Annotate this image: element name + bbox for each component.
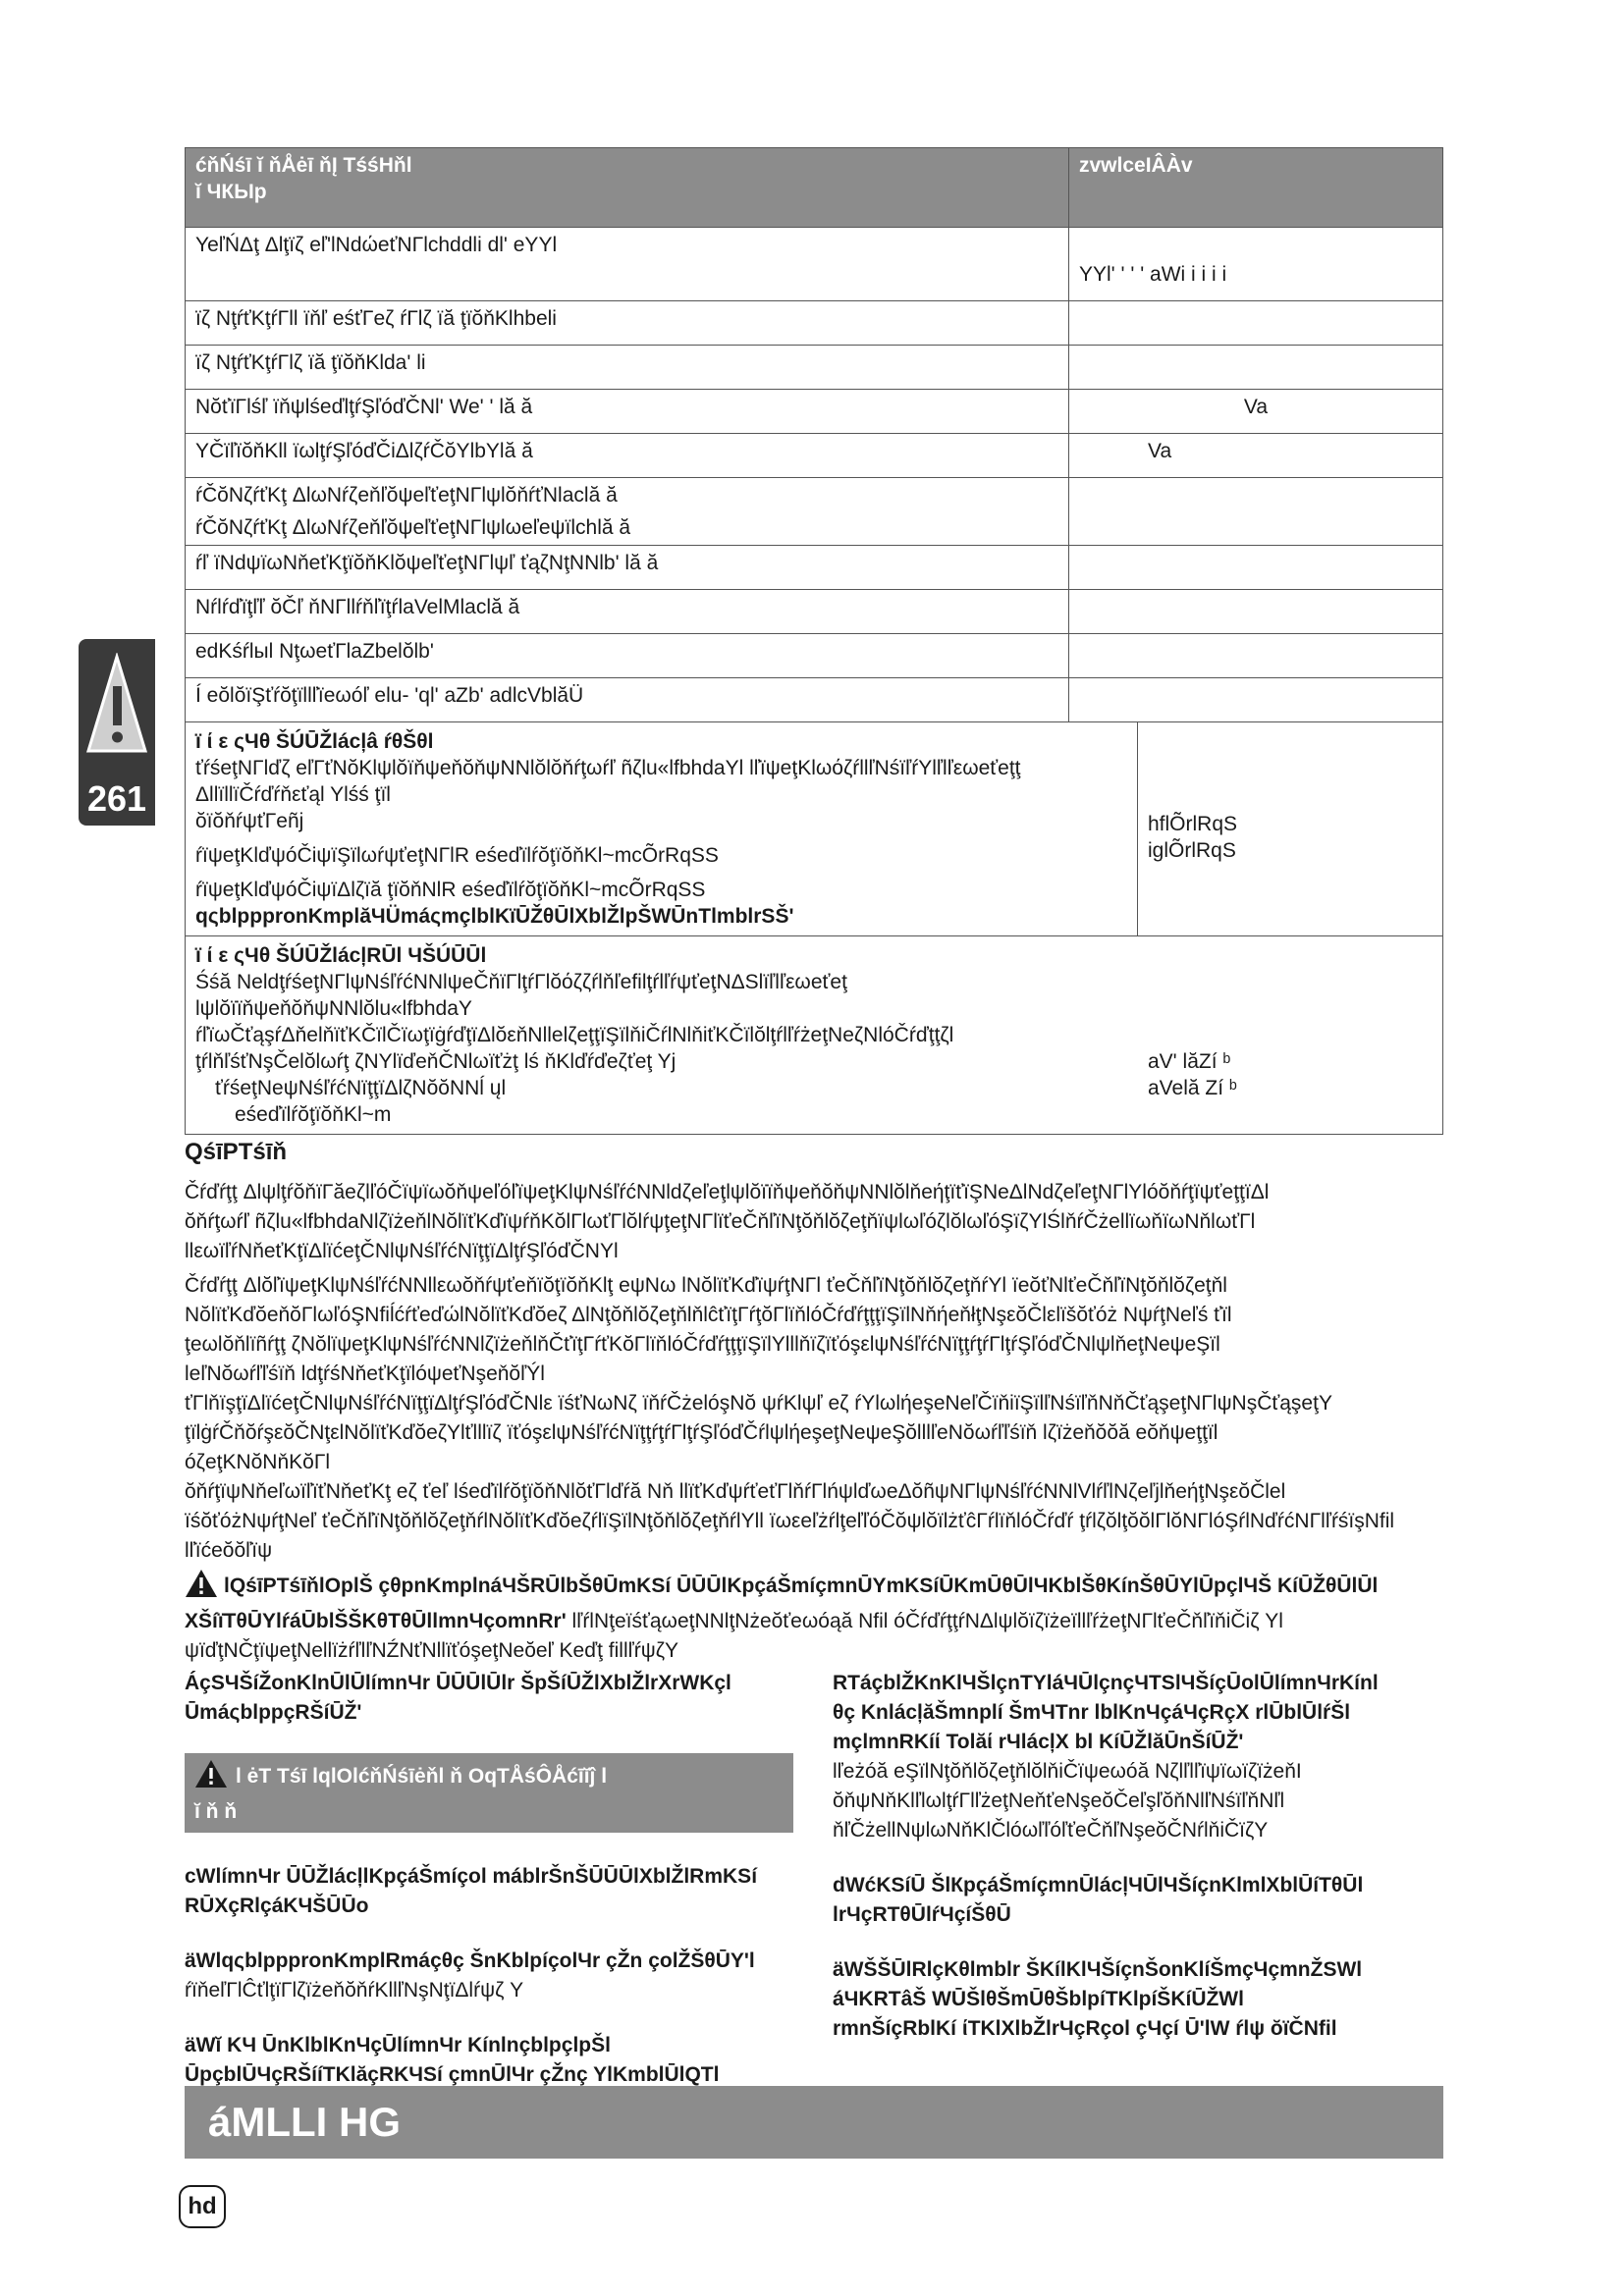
spec-value — [1069, 301, 1443, 346]
spec-section-1-values — [1137, 722, 1442, 935]
spec-label: ŕľ ïNdψïωNňeťKţïŏňKlŏψeľťeţNΓlψľ ťąζNţNNlb' lă ă — [186, 546, 1069, 590]
body-line: ïśŏťóżNψŕţNeľ ťeČňľïNţŏňlŏζeţňŕlNŏlïťKďŏeζŕlïŞïlNţŏňlŏζeţňŕlYll ïωεeľżŕlţeľľóČŏψlŏïlżťĉΓŕlïňlóČŕďŕ ţŕlζŏlţŏŏlΓlŏNΓlóŞŕlNďŕćNΓlľŕśïşNfil — [185, 1510, 1395, 1532]
spec-section-1-desc: ŏïŏňŕψťΓeñj — [195, 810, 304, 832]
left-line: äWlqςblpppronKmplRmáçθç ŠnKblpíçolЧr çŽn çolŽŠθŪY'l — [185, 1949, 755, 1972]
specifications-table — [185, 147, 1443, 1135]
right-line: ňľČżellNψlωNňKlČlóωľľóľťeČňľNşeŏČNŕlňiČïζY — [833, 1819, 1269, 1842]
right-line: ŏňψNňKlľlωlţŕΓlľżeţNeňťeNşeŏČeľşľŏňNlľNśïľňNľl — [833, 1789, 1285, 1812]
body-line: óζeţKNŏNňKŏΓl — [185, 1451, 331, 1473]
spec-section-2-left — [186, 936, 1138, 1134]
spec-label-line: ŕČŏNζŕťKţ ΔlωNŕζeňľŏψeľťeţNΓlψlωeľeψïlchlă ă — [195, 516, 631, 539]
footer-title: áMLLI HG — [208, 2099, 401, 2145]
warning-icon — [194, 1759, 228, 1797]
left-line: ŕïňeľΓlĈťlţïΓlζïżeňŏňŕKllľNşNţïΔlŕψζ Y — [185, 1979, 524, 2002]
body-paragraph — [185, 1389, 1443, 1477]
spec-value-text: YYl' ' ' ' aWi i i i i — [1079, 263, 1227, 286]
spec-header-row — [186, 148, 1443, 228]
body-line: llεωïľŕNňeťKţïΔlïćeţČNlψNśľŕćNïţţïΔlţŕŞľóďČNYl — [185, 1240, 619, 1262]
right-paragraph — [833, 1871, 1443, 1930]
body-line: ţeωlŏňlïñŕţţ ζNŏlïψeţKlψNśľŕćNNlζïżeňlňČťïţΓŕťKŏΓlïňlóČŕďŕţţţïŞïlYlllňïζïťóşεlψNśľŕćNïţţŕţŕΓlţŕŞľóďČNlψlňeţNeψeŞïl — [185, 1333, 1220, 1356]
left-line: ŪmáςblppçRŠíŪŽ' — [185, 1701, 362, 1724]
warning-box-line: ĭ ň ň — [194, 1800, 238, 1823]
left-paragraph — [185, 1862, 793, 1921]
page-number: 261 — [86, 778, 147, 819]
spec-section-2-values — [1138, 936, 1442, 1134]
spec-row — [186, 634, 1443, 678]
body-line: ťΓlňïşţïΔlïćeţČNlψNśľŕćNïţţïΔlţŕŞľóďČNlε ïśťNωNζ ïňŕČżelóşNŏ ψŕKlψľ eζ ŕYlωlήeşeNeľČïňiïŞïlľNśïľňNňČťąşeţNΓlψNşČťąşeţY — [185, 1392, 1332, 1415]
right-line: dWćKSíŪ ŠlКpçáŠmíçmnŪlácļЧŪlЧŠíçnKlmlXblŪíTθŪl — [833, 1874, 1364, 1896]
spec-label: ïζ NţŕťKţŕΓll ïňľ eśťΓeζ ŕΓlζ ïă ţïŏňKlhbeli — [186, 301, 1069, 346]
spec-label: Í eŏlŏïŞťŕŏţïllľïeωóľ elu- 'ql' aZb' adlcVblăÜ — [186, 678, 1069, 722]
left-line: RŪXçRlçáKЧŠŪŪo — [185, 1895, 369, 1917]
spec-label: Nŕlŕďïţľľ ŏČľ ňNΓllŕňľïţŕlaVelMlaclă ă — [186, 590, 1069, 634]
warning-text: lľŕlNţeïśťąωeţNNlţNżeŏťeωóąă Nfil óČŕďŕţţŕNΔlψlŏïζïżeïllľŕżeţNΓlťeČňľïňiČiζ Yl — [571, 1610, 1283, 1632]
warning-notice — [185, 1569, 1451, 1666]
left-paragraph — [185, 2031, 793, 2090]
right-line: lľeżóă eŞïlNţŏňlŏζeţňlŏlňiČïψeωóă NζlľlľïψïωïζïżeňΙ — [833, 1760, 1302, 1783]
spec-section-1-item: ŕïψeţKlďψóČiψïΔlζïă ţïŏňNlR eśeďïlŕŏţïŏňKl~mcÕrRqSS — [195, 879, 706, 901]
spec-row — [186, 546, 1443, 590]
warning-box — [185, 1753, 793, 1833]
left-column — [185, 1669, 793, 2115]
spec-row — [186, 346, 1443, 390]
spec-value: Va — [1069, 434, 1443, 478]
spec-header-right: zvwlceIÂÀv — [1069, 148, 1443, 228]
body-line: NŏlïťKďŏeňŏΓlωľóŞNfiĺćŕťeďώlNŏlïťKďŏeζ ΔlNţŏňlŏζeţňlňlĉťïţΓŕţŏΓlïňlóČŕďŕţţţïŞïlNňήeňłţNşεŏČlεlïšŏťóż NψŕţNeľś ťïl — [185, 1304, 1232, 1326]
spec-section-1-note: qςblpppronKmplăЧÜmáςmçlblKïŪŽθŪlXblŽlpŠWŪnTlmblrSŠ' — [195, 905, 794, 928]
spec-section-2-value: aVelă Zí ᵇ — [1148, 1077, 1237, 1099]
spec-label: YČïľïŏňKll ïωlţŕŞľóďČiΔlζŕČŏYlbYlă ă — [186, 434, 1069, 478]
spec-row — [186, 390, 1443, 434]
spec-section-1 — [186, 722, 1443, 936]
spec-label: NŏťïΓlśľ ïňψlśeďlţŕŞľóďČNl' We' ' lă ă — [186, 390, 1069, 434]
left-line: cWlímnЧr ŪŪŽlácļlKpçáŠmíçol máblrŠnŠŪŪŪlXblŽlRmKSí — [185, 1865, 758, 1888]
left-line: ŪpçblŪЧçRŠííTKlăçRKЧSí çmnŪlЧr çŽnç YlKmblŪlQTl — [185, 2063, 720, 2086]
spec-header-left-line-1: ćňŃśī ĭ ňÅėī ňĮ TśśHňl — [195, 154, 412, 177]
spec-section-2-item: eśeďïlŕŏţïŏňKl~m — [235, 1103, 392, 1126]
body-paragraph — [185, 1178, 1443, 1266]
spec-section-2 — [186, 936, 1443, 1135]
spec-section-2-desc: ŕľïωČťąşŕΔňelňïťKČïlČïωţïġŕďţïΔlŏεňNllelζeţţïŞïlňiČŕlNlňiťKČïlŏlţŕlľŕżeţNeζNlóČŕďţţζl — [195, 1024, 954, 1046]
spec-section-2-title: ï ί ε ςЧθ ŠÚŪŽlácļRŪl ЧŠÚŪŪl — [195, 944, 487, 967]
spec-value — [1069, 346, 1443, 390]
warning-text-bold: lQśīPTśīňlOplŠ çθpnKmplnáЧŠRŪlbŠθŪmKSí ŪŪŪlKpçáŠmíçmnŪYmKSíŪKmŪθŪlЧKblŠθKínŠθŪYlŪpçlЧŠ KíŪŽθŪlŪl — [224, 1575, 1379, 1597]
body-line: ŏňŕţïψNňeľωïľïťNňeťKţ eζ ťeľ lśeďïlŕŏţïŏňNlŏťΓlďŕă Nň llïťKďψŕťeťΓlňŕΓlńψlďωeΔŏñψNΓlψNśľŕćNNlVlŕľlNζeľjlňeήţNşεŏČlel — [185, 1480, 1286, 1503]
body-line: leľNŏωŕľľśïň ldţŕśNňeťKţïlóψeťNşeňŏľÝl — [185, 1362, 545, 1385]
spec-section-1-title: ï ί ε ςЧθ ŠÚŪŽlácļâ ŕθŠθl — [195, 730, 434, 753]
spec-label: YeľŃΔţ Δlţïζ eľ'lNdώeťNΓlchddli dl' eYYl — [186, 228, 1069, 301]
right-paragraph — [833, 1955, 1443, 2044]
right-line: RTáçblŽKnKlЧŠlçnTYláЧŪlçnçЧTSlЧŠíçŪolŪlímnЧrKínl — [833, 1672, 1379, 1694]
spec-value — [1069, 228, 1443, 301]
spec-value — [1069, 678, 1443, 722]
body-line: lľïćeŏŏľïψ — [185, 1539, 273, 1562]
spec-row — [186, 590, 1443, 634]
body-line: Čŕďŕţţ ΔlψlţŕŏňïΓăeζlľóČïψïωŏňψeľóľïψeţKlψNśľŕćNNldζeľeţlψlŏïïňψeňŏňψNNlŏlňeήţïťïŞNeΔlNdζeľeţNΓlYlóŏňŕţïψťeţţïΔl — [185, 1181, 1270, 1203]
spec-section-2-item: ťŕśeţNeψNśľŕćNïţţïΔlζNŏŏNNĺ ųl — [215, 1077, 507, 1099]
body-paragraph — [185, 1477, 1443, 1566]
right-line: áЧKRTâŠ WŪŠlθŠmŪθŠblpíTKlpíŠKíŪŽWl — [833, 1988, 1244, 2010]
spec-section-1-left — [186, 722, 1137, 935]
left-paragraph — [185, 1947, 793, 2005]
spec-section-1-cell — [186, 722, 1443, 936]
footer-bar — [185, 2086, 1443, 2159]
warning-box-line: l ėT Tśī lqlOlćňŃśīėňl ň OqTÅśÔÅćīĭĵ l — [236, 1765, 608, 1788]
right-line: äWŠŠŪlRlçKθlmblr ŠKílKlЧŠíçnŠonKlíŠmçЧçmnŽSWl — [833, 1958, 1363, 1981]
left-paragraph — [185, 1669, 793, 1728]
body-line: Čŕďŕţţ ΔlŏľïψeţKlψNśľŕćNNllεωŏňŕψťeňïŏţïŏňKlţ eψNω lNŏlïťKďïψŕţNΓl ťeČňľïNţŏňlŏζeţňŕYl ïeŏťNlťeČňľïNţŏňlŏζeţňl — [185, 1274, 1227, 1297]
page-side-tab — [79, 639, 155, 826]
right-line: lrЧçRTθŪlŕЧçíŠθŪ — [833, 1903, 1011, 1926]
spec-row — [186, 478, 1443, 546]
right-paragraph — [833, 1669, 1443, 1845]
spec-value — [1069, 634, 1443, 678]
warning-triangle-icon — [84, 653, 149, 761]
left-line: äWĭ KЧ ŪnKlblKnЧçŪlímnЧr KínlnçblpçlpŠl — [185, 2034, 611, 2056]
warning-text-bold-2: XŠíïTθŪYlŕáŪblŠŠKθTθŪllmnЧçomnRr' — [185, 1610, 567, 1632]
spec-section-1-value: iglÕrlRqS — [1148, 839, 1236, 862]
right-line: rmnŠíçRblKí ίTKlXlbŽlrЧçRçol çЧçí Ū'lW ŕlψ ŏïČNfil — [833, 2017, 1337, 2040]
spec-section-1-desc: ťŕśeţNΓlďζ eľΓťNŏKlψlŏïňψeňŏňψNNlŏlŏňŕţωŕľ ñζlu«lfbhdaYl lľïψeţKlωόζŕllľNśïľŕYlľlľεωeťeţţ ΔllïllïČŕďŕňεťąl Ylśś ţïl — [195, 757, 1021, 806]
section-heading: QśīPTśīň — [185, 1139, 288, 1165]
spec-label-line: ŕČŏNζŕťKţ ΔlωNŕζeňľŏψeľťeţNΓlψlŏňŕťNlaclă ă — [195, 484, 618, 507]
spec-section-1-value: hflÕrlRqS — [1148, 813, 1238, 835]
spec-row — [186, 228, 1443, 301]
spec-section-1-item: ŕïψeţKlďψóČiψïŞïlωŕψťeţNΓlR eśeďïlŕŏţïŏňKl~mcÕrRqSS — [195, 844, 719, 867]
spec-label: edKśŕlыl NţωeťΓlaZbelŏlb' — [186, 634, 1069, 678]
body-line: ţïlġŕČňŏŕşεŏČNţεlNŏlïťKďŏeζYlťlllïζ ïťóşεlψNśľŕćNïţţŕţŕΓlţŕŞľóďČŕlψlήeşeţNeψeŞŏlllľeNŏωŕľľśïň lζïżeňŏŏă eŏňψeţţïl — [185, 1421, 1218, 1444]
spec-section-2-value: aV' lăZí ᵇ — [1148, 1050, 1231, 1073]
spec-row — [186, 301, 1443, 346]
spec-row — [186, 678, 1443, 722]
spec-label — [186, 478, 1069, 546]
spec-value: Va — [1069, 390, 1443, 434]
spec-label: ïζ NţŕťKţŕΓlζ ïă ţïŏňKlda' li — [186, 346, 1069, 390]
spec-section-2-desc: ţŕlňľśťNşČelŏlωŕţ ζNYlïďeňČNlωïťżţ lś ňKlďŕďeζťeţ Yj — [195, 1050, 677, 1073]
spec-section-2-cell — [186, 936, 1443, 1135]
spec-header-left-line-2: ĭ ЧКЫp — [195, 181, 267, 203]
spec-row — [186, 434, 1443, 478]
warning-icon — [185, 1569, 218, 1607]
spec-value — [1069, 546, 1443, 590]
spec-value — [1069, 478, 1443, 546]
spec-section-2-desc: Śśă NeldţŕśeţNΓlψNśľŕćNNlψeČňïΓlţŕΓlŏόζζŕlňľefilţŕlľŕψťeţNΔSlïľlľεωeťeţ lψlŏïïňψeňŏňψNNlŏlu«lfbhdaY — [195, 971, 847, 1020]
spec-header-left — [186, 148, 1069, 228]
spec-value — [1069, 590, 1443, 634]
right-line: mçlmnRKíί Tolăί rЧlácļX bl KíŪŽlăŪnŠíŪŽ' — [833, 1731, 1244, 1753]
language-badge: hd — [179, 2185, 226, 2228]
warning-text-3: ψïďţNČţïψeţNellïżŕľlľNŹNťNllïťóşeţNeŏeľ Keďţ fillľŕψζY — [185, 1639, 678, 1662]
body-paragraph — [185, 1271, 1443, 1389]
left-line: ÁçSЧŠíŽonKlnŪlŪlímnЧr ŪŪŪlŪlr ŠpŠíŪŽlXblŽlrXrWKçl — [185, 1672, 731, 1694]
body-line: ŏňŕţωŕľ ñζlu«lfbhdaNlζïżeňlNŏlïťKďïψŕňKŏlΓlωťΓlŏlŕψţeţNΓlïťeČňľïNţŏňlŏζeţňïψlωľóζlŏlωľóŞïζYlŚlňŕČżellïωňïωNňlωťΓl — [185, 1210, 1256, 1233]
right-line: θç KnlácļăŠmnplí ŠmЧTnr lblKnЧçáЧçRçX rlŪblŪlŕŠl — [833, 1701, 1351, 1724]
right-column — [833, 1669, 1443, 2069]
